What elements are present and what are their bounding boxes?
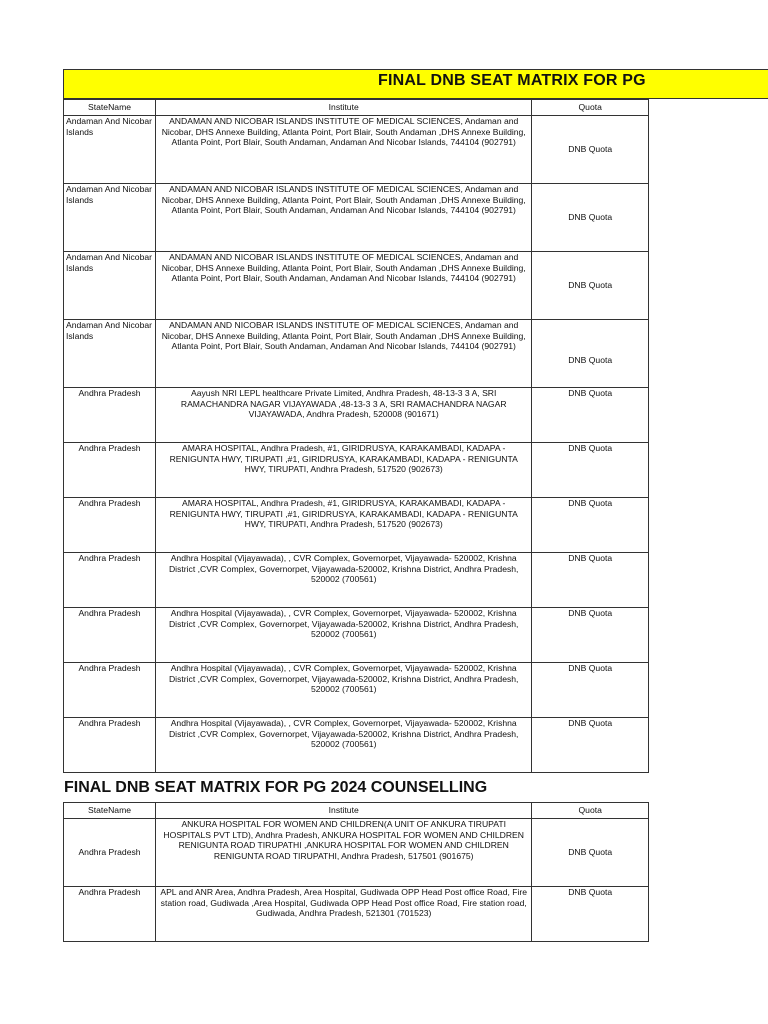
- column-header-statename: StateName: [64, 803, 156, 819]
- cell-quota: DNB Quota: [532, 184, 649, 252]
- cell-quota: DNB Quota: [532, 116, 649, 184]
- column-header-statename: StateName: [64, 100, 156, 116]
- cell-quota: DNB Quota: [532, 718, 649, 773]
- cell-institute: ANDAMAN AND NICOBAR ISLANDS INSTITUTE OF MEDICAL SCIENCES, Andaman and Nicobar, DHS Annexe Building, Atlanta Point, Port Blair, South Andaman ,DHS Annexe Building, Atlanta Point, Port Blair, South Andaman, Andaman And Nicobar Islands, 744104 (902791): [156, 320, 532, 388]
- cell-state: Andaman And Nicobar Islands: [64, 184, 156, 252]
- table-row: [64, 498, 649, 553]
- cell-state: Andhra Pradesh: [64, 718, 156, 773]
- cell-institute: Aayush NRI LEPL healthcare Private Limited, Andhra Pradesh, 48-13-3 3 A, SRI RAMACHANDRA NAGAR VIJAYAWADA ,48-13-3 3 A, SRI RAMACHANDRA NAGAR VIJAYAWADA, Andhra Pradesh, 520008 (901671): [156, 388, 532, 443]
- cell-state: Andhra Pradesh: [64, 498, 156, 553]
- section-title: FINAL DNB SEAT MATRIX FOR PG 2024 COUNSELLING: [64, 779, 488, 796]
- table-row: [64, 608, 649, 663]
- cell-institute: Andhra Hospital (Vijayawada), , CVR Complex, Governorpet, Vijayawada- 520002, Krishna District ,CVR Complex, Governorpet, Vijayawada-520002, Krishna District, Andhra Pradesh, 520002 (700561): [156, 608, 532, 663]
- cell-state: Andhra Pradesh: [64, 608, 156, 663]
- table-row: [64, 252, 649, 320]
- cell-institute: ANKURA HOSPITAL FOR WOMEN AND CHILDREN(A UNIT OF ANKURA TIRUPATI HOSPITALS PVT LTD), Andhra Pradesh, ANKURA HOSPITAL FOR WOMEN AND CHILDREN RENIGUNTA ROAD TIRUPATHI ,ANKURA HOSPITAL FOR WOMEN AND CHILDREN RENIGUNTA ROAD TIRUPATHI, Andhra Pradesh, 517501 (901675): [156, 819, 532, 887]
- column-header-quota: Quota: [532, 100, 649, 116]
- cell-quota: DNB Quota: [532, 819, 649, 887]
- cell-state: Andhra Pradesh: [64, 553, 156, 608]
- cell-institute: ANDAMAN AND NICOBAR ISLANDS INSTITUTE OF MEDICAL SCIENCES, Andaman and Nicobar, DHS Annexe Building, Atlanta Point, Port Blair, South Andaman ,DHS Annexe Building, Atlanta Point, Port Blair, South Andaman, Andaman And Nicobar Islands, 744104 (902791): [156, 252, 532, 320]
- header-row: [64, 100, 649, 116]
- cell-institute: APL and ANR Area, Andhra Pradesh, Area Hospital, Gudiwada OPP Head Post office Road, Fire station road, Gudiwada ,Area Hospital, Gudiwada OPP Head Post office Road, Fire station road, Gudiwada, Andhra Pradesh, 521301 (701523): [156, 887, 532, 942]
- table-row: [64, 887, 649, 942]
- seat-matrix-table-2: [63, 802, 649, 942]
- cell-quota: DNB Quota: [532, 663, 649, 718]
- column-header-institute: Institute: [156, 803, 532, 819]
- cell-institute: AMARA HOSPITAL, Andhra Pradesh, #1, GIRIDRUSYA, KARAKAMBADI, KADAPA - RENIGUNTA HWY, TIRUPATI ,#1, GIRIDRUSYA, KARAKAMBADI, KADAPA - RENIGUNTA HWY, TIRUPATI, Andhra Pradesh, 517520 (902673): [156, 443, 532, 498]
- cell-state: Andhra Pradesh: [64, 887, 156, 942]
- table-row: [64, 388, 649, 443]
- cell-quota: DNB Quota: [532, 553, 649, 608]
- table-row: [64, 718, 649, 773]
- column-header-institute: Institute: [156, 100, 532, 116]
- cell-institute: Andhra Hospital (Vijayawada), , CVR Complex, Governorpet, Vijayawada- 520002, Krishna District ,CVR Complex, Governorpet, Vijayawada-520002, Krishna District, Andhra Pradesh, 520002 (700561): [156, 553, 532, 608]
- cell-quota: DNB Quota: [532, 887, 649, 942]
- cell-institute: Andhra Hospital (Vijayawada), , CVR Complex, Governorpet, Vijayawada- 520002, Krishna District ,CVR Complex, Governorpet, Vijayawada-520002, Krishna District, Andhra Pradesh, 520002 (700561): [156, 663, 532, 718]
- cell-quota: DNB Quota: [532, 320, 649, 388]
- cell-state: Andhra Pradesh: [64, 663, 156, 718]
- banner-title: FINAL DNB SEAT MATRIX FOR PG: [378, 72, 646, 89]
- cell-state: Andaman And Nicobar Islands: [64, 320, 156, 388]
- cell-quota: DNB Quota: [532, 498, 649, 553]
- seat-matrix-table-1: [63, 99, 649, 773]
- cell-institute: ANDAMAN AND NICOBAR ISLANDS INSTITUTE OF MEDICAL SCIENCES, Andaman and Nicobar, DHS Annexe Building, Atlanta Point, Port Blair, South Andaman ,DHS Annexe Building, Atlanta Point, Port Blair, South Andaman, Andaman And Nicobar Islands, 744104 (902791): [156, 184, 532, 252]
- table-row: [64, 443, 649, 498]
- cell-state: Andaman And Nicobar Islands: [64, 252, 156, 320]
- cell-state: Andhra Pradesh: [64, 443, 156, 498]
- cell-quota: DNB Quota: [532, 252, 649, 320]
- cell-state: Andhra Pradesh: [64, 388, 156, 443]
- column-header-quota: Quota: [532, 803, 649, 819]
- cell-institute: ANDAMAN AND NICOBAR ISLANDS INSTITUTE OF MEDICAL SCIENCES, Andaman and Nicobar, DHS Annexe Building, Atlanta Point, Port Blair, South Andaman ,DHS Annexe Building, Atlanta Point, Port Blair, South Andaman, Andaman And Nicobar Islands, 744104 (902791): [156, 116, 532, 184]
- cell-quota: DNB Quota: [532, 388, 649, 443]
- table-row: [64, 320, 649, 388]
- table-row: [64, 553, 649, 608]
- table-row: [64, 819, 649, 887]
- cell-institute: Andhra Hospital (Vijayawada), , CVR Complex, Governorpet, Vijayawada- 520002, Krishna District ,CVR Complex, Governorpet, Vijayawada-520002, Krishna District, Andhra Pradesh, 520002 (700561): [156, 718, 532, 773]
- cell-institute: AMARA HOSPITAL, Andhra Pradesh, #1, GIRIDRUSYA, KARAKAMBADI, KADAPA - RENIGUNTA HWY, TIRUPATI ,#1, GIRIDRUSYA, KARAKAMBADI, KADAPA - RENIGUNTA HWY, TIRUPATI, Andhra Pradesh, 517520 (902673): [156, 498, 532, 553]
- cell-state: Andhra Pradesh: [64, 819, 156, 887]
- cell-quota: DNB Quota: [532, 443, 649, 498]
- header-row: [64, 803, 649, 819]
- table-row: [64, 663, 649, 718]
- table-row: [64, 184, 649, 252]
- title-banner: [63, 69, 768, 99]
- table-row: [64, 116, 649, 184]
- cell-quota: DNB Quota: [532, 608, 649, 663]
- cell-state: Andaman And Nicobar Islands: [64, 116, 156, 184]
